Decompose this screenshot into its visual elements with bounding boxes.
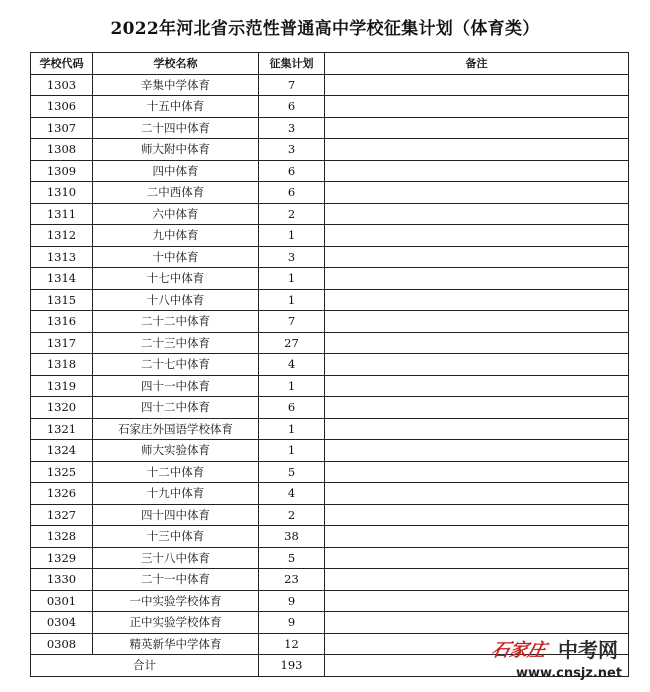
- cell-school-code: 1308: [31, 139, 93, 161]
- total-label: 合计: [31, 655, 259, 677]
- cell-plan-count: 27: [259, 332, 325, 354]
- cell-school-name: 九中体育: [93, 225, 259, 247]
- cell-school-name: 四十四中体育: [93, 504, 259, 526]
- cell-note: [325, 182, 629, 204]
- cell-note: [325, 225, 629, 247]
- cell-school-code: 1318: [31, 354, 93, 376]
- cell-school-code: 0304: [31, 612, 93, 634]
- cell-plan-count: 1: [259, 440, 325, 462]
- table-row: [31, 375, 629, 397]
- cell-school-code: 0308: [31, 633, 93, 655]
- column-header-code: 学校代码: [31, 53, 93, 75]
- cell-school-code: 1327: [31, 504, 93, 526]
- cell-school-name: 石家庄外国语学校体育: [93, 418, 259, 440]
- cell-school-name: 四十一中体育: [93, 375, 259, 397]
- cell-school-code: 1310: [31, 182, 93, 204]
- cell-plan-count: 4: [259, 483, 325, 505]
- cell-school-name: 十九中体育: [93, 483, 259, 505]
- cell-school-name: 六中体育: [93, 203, 259, 225]
- cell-school-name: 三十八中体育: [93, 547, 259, 569]
- cell-note: [325, 483, 629, 505]
- cell-plan-count: 1: [259, 418, 325, 440]
- cell-plan-count: 5: [259, 461, 325, 483]
- cell-plan-count: 4: [259, 354, 325, 376]
- cell-school-code: 1325: [31, 461, 93, 483]
- cell-school-name: 二中西体育: [93, 182, 259, 204]
- table-row: [31, 311, 629, 333]
- cell-plan-count: 2: [259, 203, 325, 225]
- cell-note: [325, 418, 629, 440]
- table-row: [31, 225, 629, 247]
- table-row: [31, 246, 629, 268]
- total-plan: 193: [259, 655, 325, 677]
- cell-school-name: 二十一中体育: [93, 569, 259, 591]
- cell-note: [325, 440, 629, 462]
- cell-note: [325, 246, 629, 268]
- cell-plan-count: 3: [259, 246, 325, 268]
- cell-school-name: 十七中体育: [93, 268, 259, 290]
- cell-school-name: 四十二中体育: [93, 397, 259, 419]
- cell-note: [325, 289, 629, 311]
- cell-school-code: 1317: [31, 332, 93, 354]
- cell-note: [325, 332, 629, 354]
- table-row: [31, 483, 629, 505]
- cell-school-name: 十五中体育: [93, 96, 259, 118]
- cell-plan-count: 9: [259, 612, 325, 634]
- cell-school-name: 辛集中学体育: [93, 74, 259, 96]
- table-row: [31, 590, 629, 612]
- table-row: [31, 526, 629, 548]
- table-row: [31, 268, 629, 290]
- site-watermark: [489, 630, 642, 690]
- cell-school-code: 1328: [31, 526, 93, 548]
- cell-school-code: 1313: [31, 246, 93, 268]
- column-header-note: 备注: [325, 53, 629, 75]
- cell-school-name: 师大实验体育: [93, 440, 259, 462]
- cell-plan-count: 12: [259, 633, 325, 655]
- cell-note: [325, 311, 629, 333]
- cell-plan-count: 9: [259, 590, 325, 612]
- cell-school-code: 1315: [31, 289, 93, 311]
- cell-plan-count: 2: [259, 504, 325, 526]
- cell-note: [325, 354, 629, 376]
- cell-plan-count: 6: [259, 397, 325, 419]
- enrollment-plan-table: [30, 52, 629, 677]
- cell-plan-count: 1: [259, 289, 325, 311]
- table-row: [31, 160, 629, 182]
- cell-note: [325, 547, 629, 569]
- table-row: [31, 569, 629, 591]
- table-row: [31, 354, 629, 376]
- cell-school-name: 十三中体育: [93, 526, 259, 548]
- cell-school-name: 一中实验学校体育: [93, 590, 259, 612]
- cell-school-name: 十八中体育: [93, 289, 259, 311]
- cell-note: [325, 569, 629, 591]
- watermark-calligraphy: 石家庄: [489, 640, 548, 661]
- cell-note: [325, 203, 629, 225]
- column-header-name: 学校名称: [93, 53, 259, 75]
- cell-school-code: 1321: [31, 418, 93, 440]
- table-row: [31, 547, 629, 569]
- cell-plan-count: 6: [259, 96, 325, 118]
- cell-school-name: 十中体育: [93, 246, 259, 268]
- cell-plan-count: 7: [259, 74, 325, 96]
- cell-plan-count: 6: [259, 182, 325, 204]
- cell-school-name: 二十四中体育: [93, 117, 259, 139]
- cell-school-code: 1316: [31, 311, 93, 333]
- cell-school-code: 1314: [31, 268, 93, 290]
- cell-school-code: 0301: [31, 590, 93, 612]
- cell-plan-count: 1: [259, 268, 325, 290]
- cell-plan-count: 1: [259, 225, 325, 247]
- cell-plan-count: 38: [259, 526, 325, 548]
- table-row: [31, 96, 629, 118]
- cell-plan-count: 1: [259, 375, 325, 397]
- watermark-url: www.cnsjz.net: [516, 666, 623, 681]
- cell-school-name: 二十三中体育: [93, 332, 259, 354]
- cell-note: [325, 397, 629, 419]
- table-row: [31, 461, 629, 483]
- cell-school-code: 1324: [31, 440, 93, 462]
- table-row: [31, 139, 629, 161]
- cell-note: [325, 504, 629, 526]
- cell-note: [325, 74, 629, 96]
- cell-note: [325, 375, 629, 397]
- cell-school-code: 1312: [31, 225, 93, 247]
- cell-plan-count: 5: [259, 547, 325, 569]
- cell-school-name: 四中体育: [93, 160, 259, 182]
- table-row: [31, 182, 629, 204]
- cell-plan-count: 23: [259, 569, 325, 591]
- table-row: [31, 440, 629, 462]
- cell-school-name: 十二中体育: [93, 461, 259, 483]
- cell-school-name: 正中实验学校体育: [93, 612, 259, 634]
- column-header-plan: 征集计划: [259, 53, 325, 75]
- cell-note: [325, 461, 629, 483]
- table-row: [31, 203, 629, 225]
- table-row: [31, 332, 629, 354]
- table-row: [31, 117, 629, 139]
- cell-school-code: 1320: [31, 397, 93, 419]
- table-row: [31, 74, 629, 96]
- cell-plan-count: 7: [259, 311, 325, 333]
- table-body: [31, 74, 629, 655]
- cell-school-name: 师大附中体育: [93, 139, 259, 161]
- cell-note: [325, 590, 629, 612]
- table-row: [31, 418, 629, 440]
- table-row: [31, 397, 629, 419]
- cell-note: [325, 268, 629, 290]
- cell-school-code: 1319: [31, 375, 93, 397]
- cell-note: [325, 117, 629, 139]
- cell-school-name: 精英新华中学体育: [93, 633, 259, 655]
- cell-note: [325, 160, 629, 182]
- cell-school-code: 1311: [31, 203, 93, 225]
- cell-school-name: 二十七中体育: [93, 354, 259, 376]
- cell-school-code: 1329: [31, 547, 93, 569]
- table-row: [31, 289, 629, 311]
- table-header-row: [31, 53, 629, 75]
- cell-school-code: 1307: [31, 117, 93, 139]
- cell-plan-count: 3: [259, 117, 325, 139]
- cell-plan-count: 3: [259, 139, 325, 161]
- cell-note: [325, 526, 629, 548]
- cell-school-name: 二十二中体育: [93, 311, 259, 333]
- cell-plan-count: 6: [259, 160, 325, 182]
- page-title: 2022年河北省示范性普通高中学校征集计划（体育类）: [110, 19, 540, 39]
- cell-school-code: 1303: [31, 74, 93, 96]
- cell-school-code: 1330: [31, 569, 93, 591]
- cell-school-code: 1309: [31, 160, 93, 182]
- cell-school-code: 1306: [31, 96, 93, 118]
- cell-note: [325, 139, 629, 161]
- watermark-brand: 中考网: [558, 638, 618, 662]
- cell-school-code: 1326: [31, 483, 93, 505]
- cell-note: [325, 96, 629, 118]
- table-row: [31, 504, 629, 526]
